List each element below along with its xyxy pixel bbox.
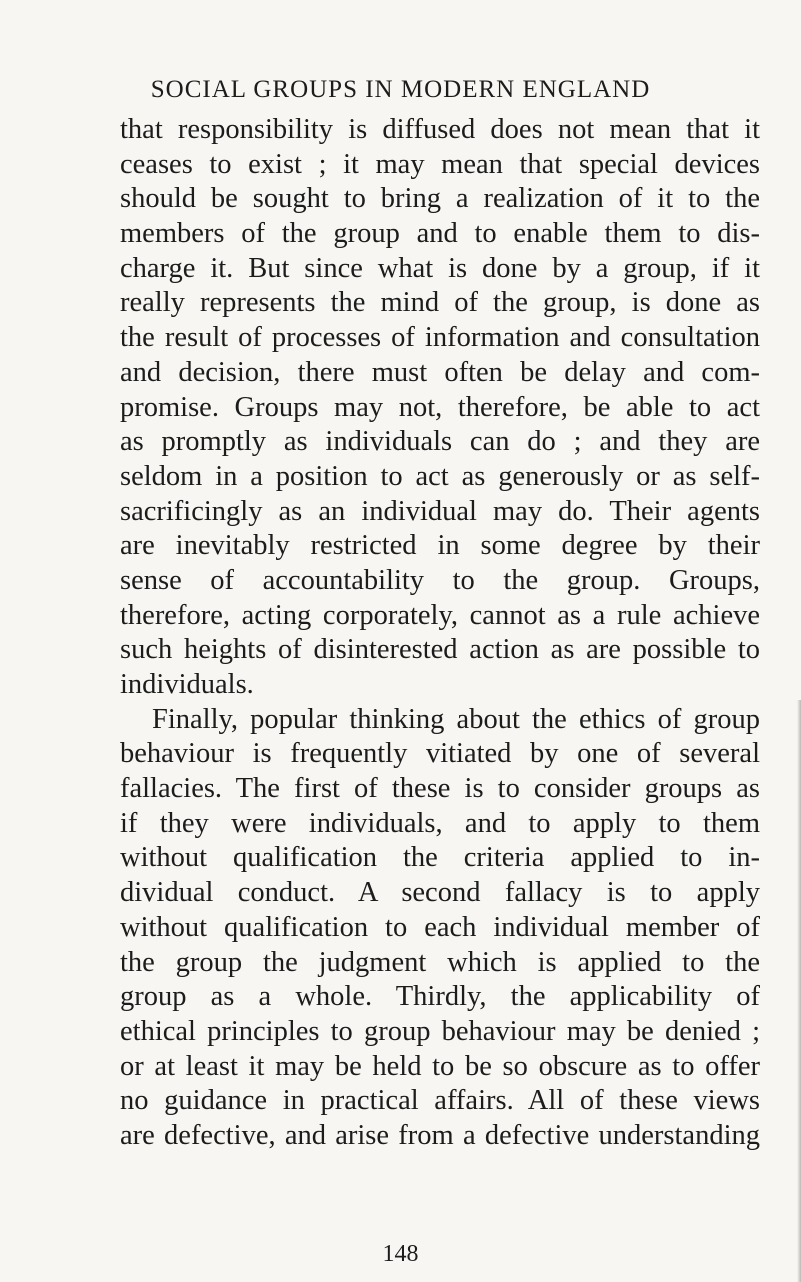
page-number: 148 bbox=[382, 1241, 419, 1267]
running-head: SOCIAL GROUPS IN MODERN ENGLAND bbox=[150, 76, 651, 103]
page-edge-shadow bbox=[797, 700, 801, 1282]
text-line: ceases to exist ; it may mean that special devices bbox=[120, 148, 760, 180]
text-line: and decision, there must often be delay and com- bbox=[120, 356, 760, 388]
text-line: sacrificingly as an individual may do. Their agents bbox=[120, 495, 760, 527]
text-line: or at least it may be held to be so obscure as to offer bbox=[120, 1050, 760, 1082]
text-line: therefore, acting corporately, cannot as a rule achieve bbox=[120, 599, 760, 631]
text-line: Finally, popular thinking about the ethics of group bbox=[152, 703, 760, 735]
text-line: members of the group and to enable them to dis- bbox=[120, 218, 760, 250]
paragraph-2 bbox=[120, 703, 760, 1154]
text-line: ethical principles to group behaviour may be denied ; bbox=[120, 1015, 760, 1047]
body-text bbox=[120, 113, 760, 1154]
text-line: group as a whole. Thirdly, the applicability of bbox=[120, 981, 760, 1013]
text-line: should be sought to bring a realization of it to the bbox=[120, 183, 760, 215]
text-line: without qualification the criteria applied to in- bbox=[120, 842, 760, 874]
text-line: are defective, and arise from a defective understanding bbox=[120, 1119, 760, 1151]
text-line: such heights of disinterested action as are possible to bbox=[120, 634, 760, 666]
text-line: charge it. But since what is done by a group, if it bbox=[120, 252, 760, 284]
text-line: fallacies. The first of these is to consider groups as bbox=[120, 773, 760, 805]
text-line: no guidance in practical affairs. All of these views bbox=[120, 1085, 760, 1117]
text-line: the group the judgment which is applied to the bbox=[120, 946, 760, 978]
text-line: behaviour is frequently vitiated by one of several bbox=[120, 738, 760, 770]
text-line: if they were individuals, and to apply to them bbox=[120, 807, 760, 839]
paragraph-1 bbox=[120, 113, 760, 703]
text-line: individuals. bbox=[120, 669, 254, 700]
text-line: are inevitably restricted in some degree by their bbox=[120, 530, 760, 562]
text-line: without qualification to each individual member of bbox=[120, 911, 760, 943]
text-line: seldom in a position to act as generously or as self- bbox=[120, 460, 760, 492]
text-line: sense of accountability to the group. Groups, bbox=[120, 564, 760, 596]
text-line: dividual conduct. A second fallacy is to apply bbox=[120, 877, 760, 909]
text-line: really represents the mind of the group, is done as bbox=[120, 287, 760, 319]
text-line: that responsibility is diffused does not mean that it bbox=[120, 114, 760, 145]
text-line: promise. Groups may not, therefore, be able to act bbox=[120, 391, 760, 423]
text-line: the result of processes of information and consultation bbox=[120, 322, 760, 354]
text-line: as promptly as individuals can do ; and they are bbox=[120, 426, 760, 458]
